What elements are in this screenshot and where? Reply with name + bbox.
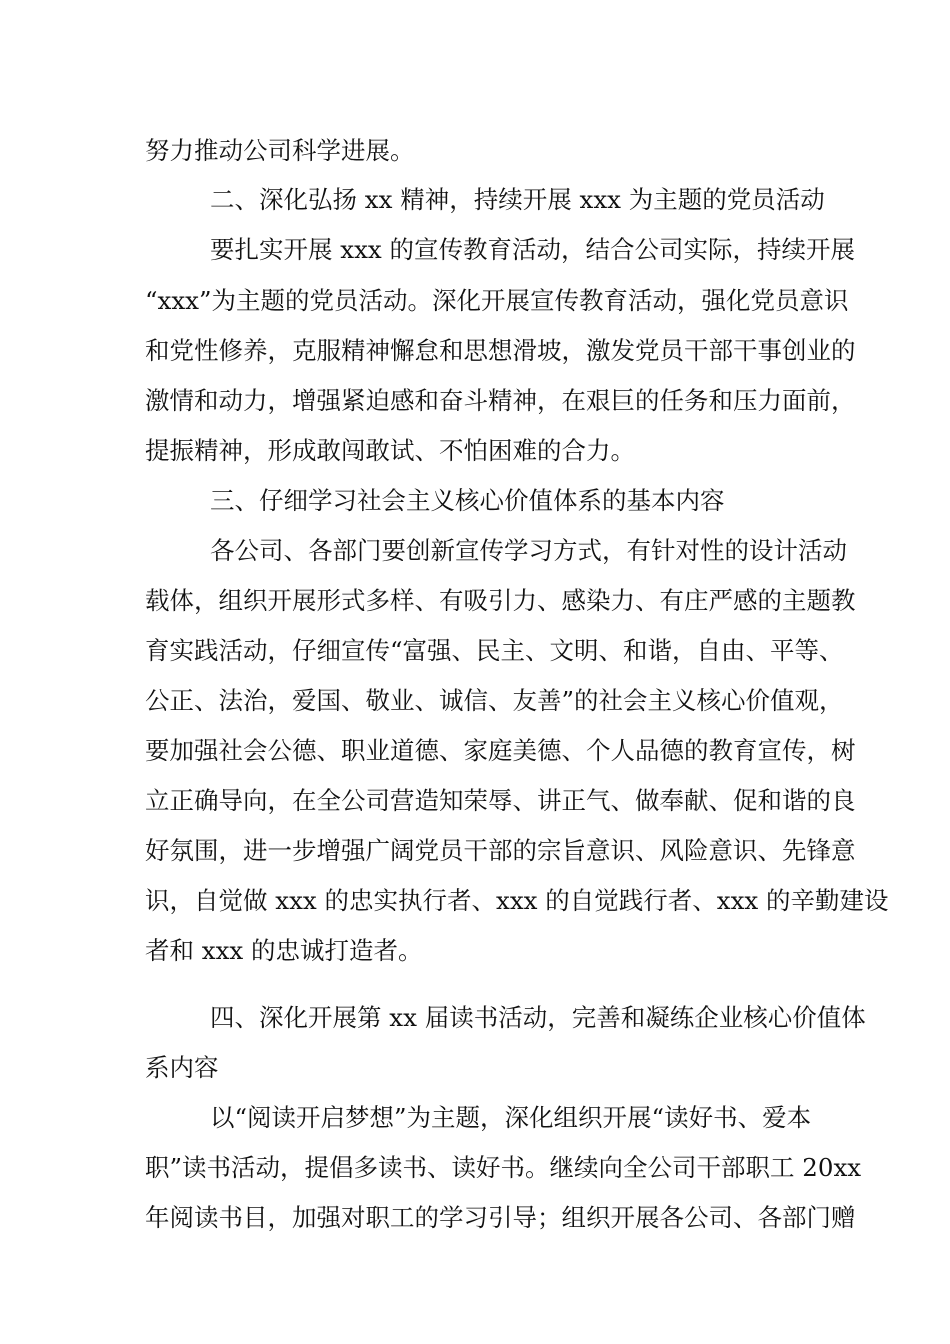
paragraph-line: 者和 xxx 的忠诚打造者。: [145, 936, 423, 965]
paragraph-line: 公正、法治，爱国、敬业、诚信、友善”的社会主义核心价值观，: [145, 686, 844, 715]
paragraph-line: 和党性修养，克服精神懈怠和思想滑坡，激发党员干部干事创业的: [145, 336, 856, 365]
paragraph-line: 努力推动公司科学进展。: [145, 136, 415, 165]
paragraph-line: 育实践活动，仔细宣传“富强、民主、文明、和谐，自由、平等、: [145, 636, 844, 665]
paragraph-line: “xxx”为主题的党员活动。深化开展宣传教育活动，强化党员意识: [145, 286, 849, 315]
paragraph-line: 载体，组织开展形式多样、有吸引力、感染力、有庄严感的主题教: [145, 586, 856, 615]
paragraph-line: 以“阅读开启梦想”为主题，深化组织开展“读好书、爱本: [210, 1103, 812, 1132]
paragraph-line: 好氛围，进一步增强广阔党员干部的宗旨意识、风险意识、先锋意: [145, 836, 856, 865]
section-heading-2: 二、深化弘扬 xx 精神，持续开展 xxx 为主题的党员活动: [210, 185, 825, 214]
paragraph-line: 立正确导向，在全公司营造知荣辱、讲正气、做奉献、促和谐的良: [145, 786, 856, 815]
paragraph-line: 各公司、各部门要创新宣传学习方式，有针对性的设计活动: [210, 536, 847, 565]
section-heading-4: 四、深化开展第 xx 届读书活动，完善和凝练企业核心价值体: [210, 1003, 866, 1032]
paragraph-line: 要扎实开展 xxx 的宣传教育活动，结合公司实际，持续开展: [210, 235, 856, 264]
paragraph-line: 年阅读书目，加强对职工的学习引导；组织开展各公司、各部门赠: [145, 1203, 856, 1232]
section-heading-3: 三、仔细学习社会主义核心价值体系的基本内容: [210, 486, 725, 515]
paragraph-line: 要加强社会公德、职业道德、家庭美德、个人品德的教育宣传，树: [145, 736, 856, 765]
paragraph-line: 提振精神，形成敢闯敢试、不怕困难的合力。: [145, 436, 635, 465]
paragraph-line: 激情和动力，增强紧迫感和奋斗精神，在艰巨的任务和压力面前，: [145, 386, 856, 415]
paragraph-line: 识，自觉做 xxx 的忠实执行者、xxx 的自觉践行者、xxx 的辛勤建设: [145, 886, 889, 915]
paragraph-line: 职”读书活动，提倡多读书、读好书。继续向全公司干部职工 20xx: [145, 1153, 862, 1182]
section-heading-4-cont: 系内容: [145, 1053, 219, 1082]
